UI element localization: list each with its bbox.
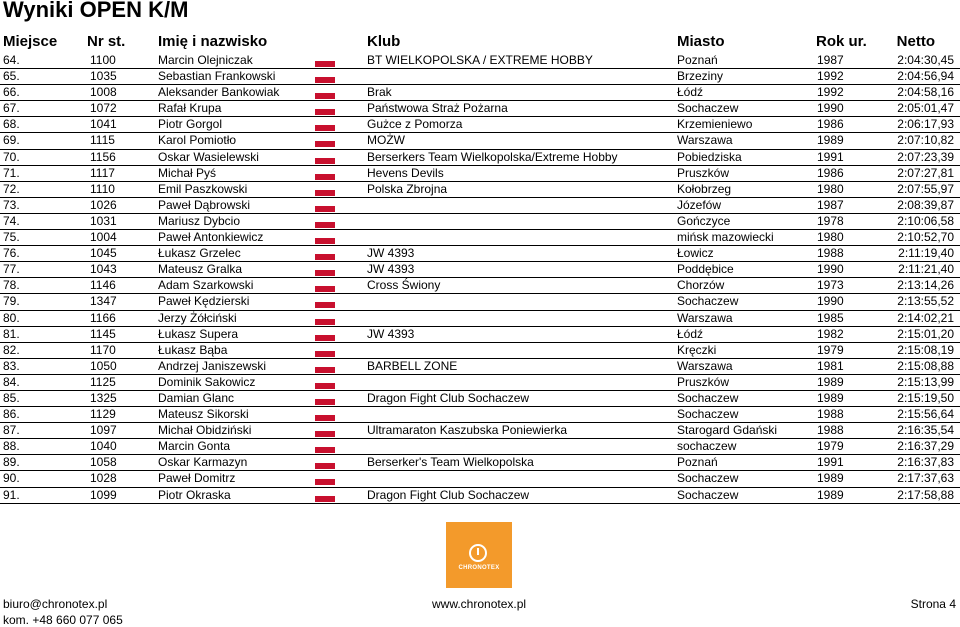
cell-city: Warszawa bbox=[677, 310, 733, 325]
table-row bbox=[0, 133, 960, 149]
table-row bbox=[0, 343, 960, 359]
cell-name: Dominik Sakowicz bbox=[158, 374, 256, 389]
cell-net: 2:13:55,52 bbox=[897, 294, 954, 309]
results-table bbox=[0, 53, 960, 504]
cell-net: 2:04:30,45 bbox=[897, 53, 954, 67]
cell-pos: 81. bbox=[3, 326, 20, 341]
logo-text: CHRONOTEX bbox=[458, 565, 500, 571]
country-flag-icon bbox=[315, 190, 335, 196]
cell-pos: 85. bbox=[3, 390, 20, 405]
cell-pos: 67. bbox=[3, 101, 20, 116]
cell-net: 2:07:23,39 bbox=[897, 149, 954, 164]
cell-nr: 1099 bbox=[90, 487, 117, 502]
cell-nr: 1115 bbox=[90, 133, 115, 148]
cell-club: BT WIELKOPOLSKA / EXTREME HOBBY bbox=[367, 53, 593, 67]
cell-pos: 86. bbox=[3, 407, 20, 422]
cell-year: 1990 bbox=[817, 101, 844, 116]
table-row bbox=[0, 359, 960, 375]
cell-year: 1980 bbox=[817, 181, 844, 196]
cell-club: BARBELL ZONE bbox=[367, 358, 458, 373]
cell-year: 1987 bbox=[817, 197, 844, 212]
cell-nr: 1043 bbox=[90, 262, 117, 277]
cell-nr: 1058 bbox=[90, 455, 117, 470]
country-flag-icon bbox=[315, 383, 335, 389]
country-flag-icon bbox=[315, 125, 335, 131]
cell-net: 2:14:02,21 bbox=[897, 310, 954, 325]
cell-year: 1980 bbox=[817, 230, 844, 245]
cell-pos: 73. bbox=[3, 197, 20, 212]
cell-pos: 72. bbox=[3, 181, 20, 196]
cell-nr: 1097 bbox=[90, 423, 117, 438]
cell-city: Sochaczew bbox=[677, 487, 739, 502]
table-row bbox=[0, 439, 960, 455]
cell-city: mińsk mazowiecki bbox=[677, 230, 774, 245]
cell-year: 1989 bbox=[817, 471, 844, 486]
cell-nr: 1146 bbox=[90, 278, 116, 293]
cell-net: 2:16:35,54 bbox=[897, 423, 954, 438]
cell-name: Łukasz Bąba bbox=[158, 342, 228, 357]
cell-pos: 74. bbox=[3, 213, 20, 228]
cell-year: 1991 bbox=[817, 455, 844, 470]
cell-year: 1979 bbox=[817, 342, 844, 357]
table-row bbox=[0, 101, 960, 117]
table-row bbox=[0, 327, 960, 343]
chronotex-logo bbox=[446, 522, 512, 588]
col-header-name: Imię i nazwisko bbox=[158, 33, 268, 50]
cell-city: Chorzów bbox=[677, 278, 725, 293]
cell-name: Paweł Dąbrowski bbox=[158, 197, 251, 212]
country-flag-icon bbox=[315, 399, 335, 405]
table-row bbox=[0, 391, 960, 407]
cell-nr: 1125 bbox=[90, 374, 116, 389]
cell-year: 1973 bbox=[817, 278, 844, 293]
cell-name: Jerzy Żółciński bbox=[158, 310, 237, 325]
cell-net: 2:15:13,99 bbox=[897, 374, 954, 389]
country-flag-icon bbox=[315, 319, 335, 325]
cell-name: Sebastian Frankowski bbox=[158, 69, 276, 84]
cell-city: Gończyce bbox=[677, 213, 731, 228]
cell-net: 2:07:55,97 bbox=[897, 181, 954, 196]
cell-city: Kręczki bbox=[677, 342, 717, 357]
country-flag-icon bbox=[315, 254, 335, 260]
cell-name: Piotr Gorgol bbox=[158, 117, 223, 132]
cell-nr: 1347 bbox=[90, 294, 117, 309]
cell-nr: 1072 bbox=[90, 101, 117, 116]
cell-year: 1992 bbox=[817, 85, 844, 100]
cell-name: Adam Szarkowski bbox=[158, 278, 254, 293]
cell-city: Poddębice bbox=[677, 262, 734, 277]
cell-club: Cross Świony bbox=[367, 278, 441, 293]
table-row bbox=[0, 471, 960, 487]
cell-pos: 87. bbox=[3, 423, 20, 438]
cell-year: 1988 bbox=[817, 407, 844, 422]
table-row bbox=[0, 423, 960, 439]
table-row bbox=[0, 166, 960, 182]
cell-net: 2:04:56,94 bbox=[897, 69, 954, 84]
cell-year: 1986 bbox=[817, 117, 844, 132]
cell-nr: 1008 bbox=[90, 85, 117, 100]
cell-nr: 1325 bbox=[90, 390, 117, 405]
cell-club: JW 4393 bbox=[367, 326, 415, 341]
cell-net: 2:16:37,83 bbox=[897, 455, 954, 470]
table-row bbox=[0, 230, 960, 246]
table-row bbox=[0, 214, 960, 230]
cell-pos: 68. bbox=[3, 117, 20, 132]
table-header bbox=[0, 31, 960, 53]
cell-nr: 1045 bbox=[90, 246, 117, 261]
cell-name: Damian Glanc bbox=[158, 390, 235, 405]
cell-pos: 75. bbox=[3, 230, 20, 245]
country-flag-icon bbox=[315, 141, 335, 147]
col-header-city: Miasto bbox=[677, 33, 725, 50]
cell-nr: 1110 bbox=[90, 181, 115, 196]
cell-net: 2:15:08,88 bbox=[897, 358, 954, 373]
country-flag-icon bbox=[315, 335, 335, 341]
cell-year: 1988 bbox=[817, 246, 844, 261]
cell-name: Marcin Olejniczak bbox=[158, 53, 253, 67]
cell-name: Paweł Domitrz bbox=[158, 471, 236, 486]
country-flag-icon bbox=[315, 238, 335, 244]
cell-city: Łódź bbox=[677, 85, 704, 100]
cell-net: 2:04:58,16 bbox=[897, 85, 954, 100]
col-header-club: Klub bbox=[367, 33, 401, 50]
cell-net: 2:15:56,64 bbox=[897, 407, 954, 422]
cell-name: Mateusz Sikorski bbox=[158, 407, 249, 422]
cell-name: Paweł Kędzierski bbox=[158, 294, 250, 309]
cell-city: Pobiedziska bbox=[677, 149, 742, 164]
cell-nr: 1004 bbox=[90, 230, 117, 245]
cell-net: 2:16:37,29 bbox=[897, 439, 954, 454]
cell-name: Łukasz Grzelec bbox=[158, 246, 241, 261]
cell-year: 1990 bbox=[817, 262, 844, 277]
cell-city: Sochaczew bbox=[677, 471, 739, 486]
cell-city: Warszawa bbox=[677, 133, 733, 148]
cell-club: Gużce z Pomorza bbox=[367, 117, 463, 132]
col-header-pos: Miejsce bbox=[3, 33, 58, 50]
cell-net: 2:11:21,40 bbox=[898, 262, 954, 277]
col-header-year: Rok ur. bbox=[816, 33, 867, 50]
country-flag-icon bbox=[315, 270, 335, 276]
table-row bbox=[0, 85, 960, 101]
table-row bbox=[0, 53, 960, 69]
cell-city: Józefów bbox=[677, 197, 722, 212]
cell-nr: 1050 bbox=[90, 358, 117, 373]
cell-pos: 76. bbox=[3, 246, 20, 261]
country-flag-icon bbox=[315, 367, 335, 373]
cell-net: 2:13:14,26 bbox=[897, 278, 954, 293]
cell-city: Sochaczew bbox=[677, 294, 739, 309]
cell-name: Karol Pomiotło bbox=[158, 133, 237, 148]
country-flag-icon bbox=[315, 174, 335, 180]
table-row bbox=[0, 455, 960, 471]
table-row bbox=[0, 278, 960, 294]
cell-pos: 90. bbox=[3, 471, 20, 486]
cell-city: Poznań bbox=[677, 455, 718, 470]
cell-city: Sochaczew bbox=[677, 407, 739, 422]
cell-year: 1979 bbox=[817, 439, 844, 454]
cell-club: MOŻW bbox=[367, 133, 405, 148]
cell-net: 2:08:39,87 bbox=[897, 197, 954, 212]
cell-nr: 1145 bbox=[90, 326, 116, 341]
cell-city: Pruszków bbox=[677, 374, 730, 389]
cell-year: 1989 bbox=[817, 390, 844, 405]
cell-net: 2:06:17,93 bbox=[897, 117, 954, 132]
cell-net: 2:17:37,63 bbox=[897, 471, 954, 486]
country-flag-icon bbox=[315, 463, 335, 469]
cell-net: 2:05:01,47 bbox=[897, 101, 954, 116]
cell-city: Kołobrzeg bbox=[677, 181, 732, 196]
cell-nr: 1166 bbox=[90, 310, 116, 325]
cell-pos: 64. bbox=[3, 53, 20, 67]
cell-name: Emil Paszkowski bbox=[158, 181, 248, 196]
cell-nr: 1040 bbox=[90, 439, 117, 454]
cell-club: Dragon Fight Club Sochaczew bbox=[367, 487, 530, 502]
cell-pos: 79. bbox=[3, 294, 20, 309]
country-flag-icon bbox=[315, 496, 335, 502]
cell-net: 2:15:19,50 bbox=[897, 390, 954, 405]
cell-nr: 1031 bbox=[90, 213, 117, 228]
cell-name: Mateusz Gralka bbox=[158, 262, 243, 277]
cell-name: Oskar Karmazyn bbox=[158, 455, 248, 470]
cell-club: Dragon Fight Club Sochaczew bbox=[367, 390, 530, 405]
cell-net: 2:11:19,40 bbox=[898, 246, 954, 261]
cell-year: 1989 bbox=[817, 487, 844, 502]
table-row bbox=[0, 182, 960, 198]
table-row bbox=[0, 311, 960, 327]
cell-club: Berserkers Team Wielkopolska/Extreme Hobby bbox=[367, 149, 618, 164]
cell-name: Rafał Krupa bbox=[158, 101, 222, 116]
cell-name: Michał Pyś bbox=[158, 165, 217, 180]
cell-year: 1978 bbox=[817, 213, 844, 228]
cell-year: 1987 bbox=[817, 53, 844, 67]
country-flag-icon bbox=[315, 447, 335, 453]
cell-city: Brzeziny bbox=[677, 69, 724, 84]
cell-net: 2:10:52,70 bbox=[897, 230, 954, 245]
cell-pos: 78. bbox=[3, 278, 20, 293]
country-flag-icon bbox=[315, 286, 335, 292]
cell-city: Sochaczew bbox=[677, 101, 739, 116]
cell-city: Krzemieniewo bbox=[677, 117, 753, 132]
cell-year: 1985 bbox=[817, 310, 844, 325]
cell-year: 1991 bbox=[817, 149, 844, 164]
cell-club: JW 4393 bbox=[367, 262, 415, 277]
cell-pos: 83. bbox=[3, 358, 20, 373]
cell-year: 1992 bbox=[817, 69, 844, 84]
cell-city: Starogard Gdański bbox=[677, 423, 778, 438]
cell-pos: 82. bbox=[3, 342, 20, 357]
country-flag-icon bbox=[315, 222, 335, 228]
table-row bbox=[0, 246, 960, 262]
cell-nr: 1156 bbox=[90, 149, 116, 164]
cell-name: Łukasz Supera bbox=[158, 326, 239, 341]
country-flag-icon bbox=[315, 351, 335, 357]
col-header-nr: Nr st. bbox=[87, 33, 126, 50]
cell-name: Michał Obidziński bbox=[158, 423, 252, 438]
cell-year: 1986 bbox=[817, 165, 844, 180]
cell-city: Warszawa bbox=[677, 358, 733, 373]
cell-name: Marcin Gonta bbox=[158, 439, 231, 454]
table-row bbox=[0, 407, 960, 423]
country-flag-icon bbox=[315, 93, 335, 99]
cell-net: 2:10:06,58 bbox=[897, 213, 954, 228]
table-row bbox=[0, 117, 960, 133]
cell-net: 2:15:01,20 bbox=[897, 326, 954, 341]
cell-nr: 1028 bbox=[90, 471, 117, 486]
cell-nr: 1170 bbox=[90, 342, 116, 357]
country-flag-icon bbox=[315, 77, 335, 83]
cell-club: Polska Zbrojna bbox=[367, 181, 448, 196]
stopwatch-icon bbox=[469, 544, 487, 562]
cell-pos: 66. bbox=[3, 85, 20, 100]
cell-pos: 71. bbox=[3, 165, 20, 180]
table-row bbox=[0, 294, 960, 310]
cell-year: 1990 bbox=[817, 294, 844, 309]
cell-net: 2:17:58,88 bbox=[897, 487, 954, 502]
cell-net: 2:15:08,19 bbox=[897, 342, 954, 357]
footer-page: Strona 4 bbox=[910, 597, 956, 611]
cell-pos: 80. bbox=[3, 310, 20, 325]
cell-city: Łódź bbox=[677, 326, 704, 341]
cell-club: Berserker's Team Wielkopolska bbox=[367, 455, 534, 470]
cell-nr: 1100 bbox=[90, 53, 116, 67]
cell-year: 1982 bbox=[817, 326, 844, 341]
cell-nr: 1026 bbox=[90, 197, 117, 212]
cell-name: Piotr Okraska bbox=[158, 487, 231, 502]
cell-pos: 84. bbox=[3, 374, 20, 389]
cell-city: Sochaczew bbox=[677, 390, 739, 405]
cell-nr: 1035 bbox=[90, 69, 117, 84]
cell-year: 1988 bbox=[817, 423, 844, 438]
cell-city: Poznań bbox=[677, 53, 718, 67]
cell-city: sochaczew bbox=[677, 439, 737, 454]
country-flag-icon bbox=[315, 415, 335, 421]
cell-nr: 1129 bbox=[90, 407, 116, 422]
table-row bbox=[0, 69, 960, 85]
cell-club: Hevens Devils bbox=[367, 165, 444, 180]
cell-net: 2:07:10,82 bbox=[897, 133, 954, 148]
cell-name: Andrzej Janiszewski bbox=[158, 358, 267, 373]
cell-name: Oskar Wasielewski bbox=[158, 149, 259, 164]
country-flag-icon bbox=[315, 479, 335, 485]
cell-city: Pruszków bbox=[677, 165, 730, 180]
page-title: Wyniki OPEN K/M bbox=[3, 0, 189, 22]
cell-name: Mariusz Dybcio bbox=[158, 213, 241, 228]
cell-club: Państwowa Straż Pożarna bbox=[367, 101, 508, 116]
table-row bbox=[0, 198, 960, 214]
country-flag-icon bbox=[315, 206, 335, 212]
country-flag-icon bbox=[315, 61, 335, 67]
cell-name: Paweł Antonkiewicz bbox=[158, 230, 264, 245]
cell-pos: 77. bbox=[3, 262, 20, 277]
country-flag-icon bbox=[315, 431, 335, 437]
footer-website: www.chronotex.pl bbox=[432, 597, 527, 611]
country-flag-icon bbox=[315, 302, 335, 308]
cell-nr: 1041 bbox=[90, 117, 117, 132]
cell-pos: 89. bbox=[3, 455, 20, 470]
country-flag-icon bbox=[315, 109, 335, 115]
cell-net: 2:07:27,81 bbox=[897, 165, 954, 180]
cell-pos: 88. bbox=[3, 439, 20, 454]
cell-pos: 65. bbox=[3, 69, 20, 84]
table-row bbox=[0, 262, 960, 278]
col-header-net: Netto bbox=[896, 33, 935, 50]
cell-year: 1989 bbox=[817, 133, 844, 148]
cell-pos: 69. bbox=[3, 133, 20, 148]
cell-name: Aleksander Bankowiak bbox=[158, 85, 280, 100]
cell-city: Łowicz bbox=[677, 246, 714, 261]
table-row bbox=[0, 375, 960, 391]
cell-pos: 91. bbox=[3, 487, 20, 502]
cell-year: 1989 bbox=[817, 374, 844, 389]
cell-pos: 70. bbox=[3, 149, 20, 164]
country-flag-icon bbox=[315, 158, 335, 164]
cell-nr: 1117 bbox=[90, 165, 115, 180]
cell-club: JW 4393 bbox=[367, 246, 415, 261]
footer-email: biuro@chronotex.pl bbox=[3, 597, 108, 611]
table-row bbox=[0, 150, 960, 166]
footer-phone: kom. +48 660 077 065 bbox=[3, 613, 123, 627]
cell-year: 1981 bbox=[817, 358, 844, 373]
cell-club: Ultramaraton Kaszubska Poniewierka bbox=[367, 423, 568, 438]
cell-club: Brak bbox=[367, 85, 392, 100]
table-row bbox=[0, 488, 960, 504]
